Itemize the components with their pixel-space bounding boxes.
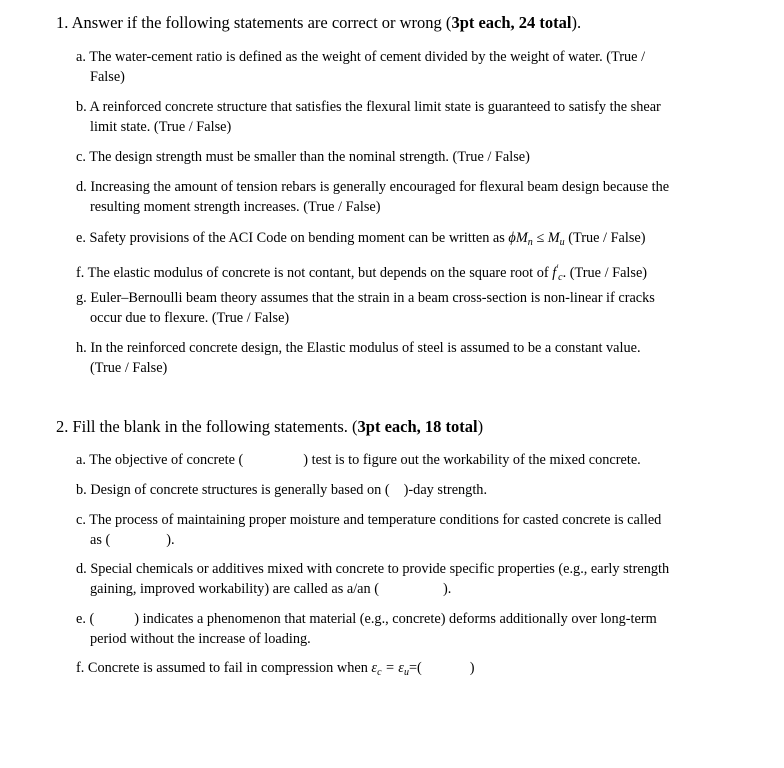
fc-prime-math: $f'_c$ (552, 263, 563, 283)
question-1a: a. The water-cement ratio is defined as the weight of cement divided by the weight of water. (True / False) (76, 49, 646, 85)
question-1e: e. Safety provisions of the ACI Code on bending moment can be written as $\phi M_n \le M_u$ (True / False) (76, 230, 646, 248)
question-2d: d. Special chemicals or additives mixed with concrete to provide specific properties (e.g., early strength gaining, improved workability) are called as a/an ( ). (76, 561, 670, 597)
question-1f: f. The elastic modulus of concrete is not contant, but depends on the square root of $f'_c$. (True / False) (76, 263, 648, 283)
question-2f: f. Concrete is assumed to fail in compression when $\varepsilon_c = \varepsilon_u=$( ) (76, 660, 475, 678)
question-1b: b. A reinforced concrete structure that satisfies the flexural limit state is guaranteed to satisfy the shear limit state. (True / False) (76, 99, 661, 135)
question-1d: d. Increasing the amount of tension rebars is generally encouraged for flexural beam design because the resulting moment strength increases. (True / False) (76, 179, 670, 215)
phi-m-n-math: $\phi M_n \le M_u$ (508, 230, 565, 248)
question-2a: a. The objective of concrete ( ) test is to figure out the workability of the mixed concrete. (76, 452, 641, 468)
question-1g: g. Euler–Bernoulli beam theory assumes that the strain in a beam cross-section is non-linear if cracks occur due to flexure. (True / False) (76, 290, 655, 326)
epsilon-math: $\varepsilon_c = \varepsilon_u$ (371, 660, 409, 678)
section-2-title: 2. Fill the blank in the following statements. (3pt each, 18 total) (56, 417, 484, 436)
question-2e: e. ( ) indicates a phenomenon that material (e.g., concrete) deforms additionally over long-term period without the increase of loading. (76, 611, 657, 647)
question-2b: b. Design of concrete structures is generally based on ( )-day strength. (76, 482, 488, 498)
section-1-title: 1. Answer if the following statements are correct or wrong (3pt each, 24 total). (56, 13, 582, 32)
question-1c: c. The design strength must be smaller than the nominal strength. (True / False) (76, 149, 530, 165)
question-1h: h. In the reinforced concrete design, the Elastic modulus of steel is assumed to be a constant value. (True / False) (76, 340, 641, 376)
question-2c: c. The process of maintaining proper moisture and temperature conditions for casted concrete is called as ( ). (76, 512, 662, 548)
